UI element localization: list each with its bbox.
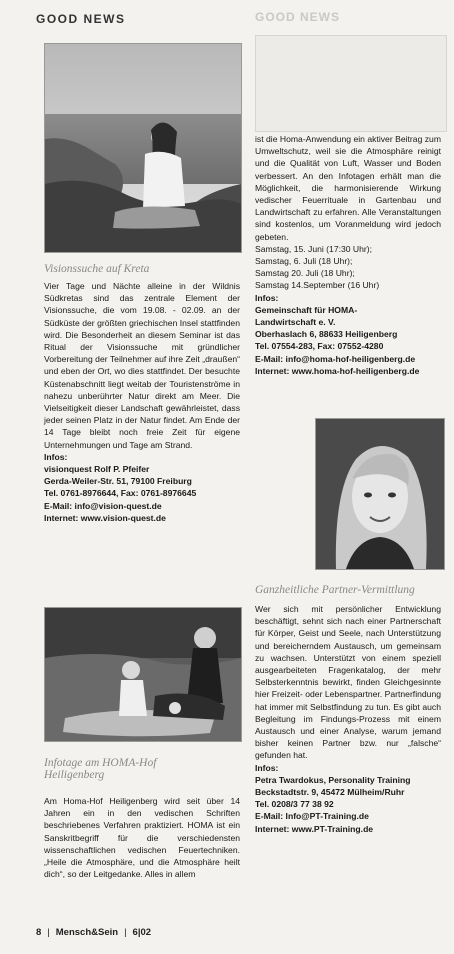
website-link[interactable]: Internet: www.PT-Training.de bbox=[255, 823, 374, 834]
email-link[interactable]: E-Mail: Info@PT-Training.de bbox=[255, 811, 369, 822]
photo-picnic bbox=[44, 607, 242, 742]
caption-partner: Ganzheitliche Partner-Vermittlung bbox=[255, 584, 415, 596]
contact-line: Landwirtschaft e. V. bbox=[255, 317, 336, 328]
infos-label: Infos: bbox=[44, 451, 68, 462]
caption-line: Infotage am HOMA-Hof bbox=[44, 757, 157, 769]
photo-seaside-woman bbox=[44, 43, 242, 253]
contact-line: Oberhaslach 6, 88633 Heiligenberg bbox=[255, 329, 398, 340]
article-homa-intro bbox=[44, 795, 240, 880]
contact-block bbox=[44, 451, 240, 524]
contact-line: Gemeinschaft für HOMA- bbox=[255, 304, 358, 315]
page-footer bbox=[36, 927, 151, 938]
contact-line: visionquest Rolf P. Pfeifer bbox=[44, 464, 150, 475]
magazine-name: Mensch&Sein bbox=[55, 927, 119, 938]
article-visionssuche bbox=[44, 280, 240, 524]
date-item: Samstag, 15. Juni (17:30 Uhr); bbox=[255, 243, 373, 254]
contact-line: Tel. 0761-8976644, Fax: 0761-8976645 bbox=[44, 488, 197, 499]
contact-line: Petra Twardokus, Personality Training bbox=[255, 774, 411, 785]
article-body: ist die Homa-Anwendung ein aktiver Beitrag zum Umweltschutz, weil sie die Atmosphäre reinigt und die Qualität von Luft, Wasser und Boden verbessert. An den Infotagen erhält man die Möglichkeit, die harmonisierende Wirkung vedischer Feuerrituale in Gartenbau und Landwirtschaft zu erfahren. Alle Veranstaltungen sind kostenlos, um Voranmeldung wird jedoch gebeten. bbox=[255, 134, 441, 242]
contact-line: Tel. 0208/3 77 38 92 bbox=[255, 799, 334, 810]
email-link[interactable]: E-Mail: info@vision-quest.de bbox=[44, 500, 162, 511]
issue-number: 6|02 bbox=[132, 927, 152, 938]
contact-block bbox=[255, 292, 441, 377]
article-partner bbox=[255, 603, 441, 835]
bleed-through-header: GOOD NEWS bbox=[255, 10, 341, 24]
infos-label: Infos: bbox=[255, 292, 279, 303]
contact-block bbox=[255, 762, 441, 835]
contact-line: Gerda-Weiler-Str. 51, 79100 Freiburg bbox=[44, 476, 192, 487]
contact-line: Beckstadtstr. 9, 45472 Mülheim/Ruhr bbox=[255, 787, 405, 798]
photo-portrait bbox=[315, 418, 445, 570]
date-item: Samstag, 6. Juli (18 Uhr); bbox=[255, 256, 353, 267]
article-body: Wer sich mit persönlicher Entwicklung beschäftigt, sehnt sich nach einer Partnerschaft für Körper, Geist und Seele, nach Unterstützung und bereicherndem Austausch, um gemeinsam zu wachsen. Unterstützt von einem speziell ausgearbeiteten Fragenkatalog, der mehr Selbsterkenntnis bewirkt, finden Gleichgesinnte hier Freizeit- oder Lebenspartner. Partnerfindung hat immer mit Selbstfindung zu tun. Es gibt auch Begleitung im Findungs-Prozess mit einem Austausch und einer Analyse, warum jemand bisher keinen Partner bzw. nur „falsche“ gefunden hat. bbox=[255, 604, 441, 761]
separator: | bbox=[124, 927, 127, 938]
infos-label: Infos: bbox=[255, 762, 279, 773]
article-body: Vier Tage und Nächte alleine in der Wildnis Südkretas sind das zentrale Element der Visionssuche, die vom 19.08. - 02.09. an der Südküste der größten griechischen Insel stattfinden wird. Die Besonderheit an diesem Seminar ist das Ritual der Visionssuche mit gründlicher Vorbereitung der Teilnehmer auf ihre Zeit „draußen“ und eben der Ort, wo dies stattfindet. Der besuchte Küstenabschnitt liegt weitab der Touristenströme in nahezu unberührter Natur direkt am Meer. Die Vielseitigkeit dieser Landschaft gewährleistet, dass jeder seinen Platz in der Natur findet. Am Ende der 14 Tage bleibt noch freie Zeit für eigene Unternehmungen und Tage am Strand. bbox=[44, 281, 240, 450]
bleed-through-box bbox=[255, 35, 447, 132]
date-item: Samstag 14.September (16 Uhr) bbox=[255, 280, 380, 291]
dates-list bbox=[255, 243, 441, 292]
separator: | bbox=[47, 927, 50, 938]
email-link[interactable]: E-Mail: info@homa-hof-heiligenberg.de bbox=[255, 353, 416, 364]
page-number: 8 bbox=[36, 927, 42, 938]
section-header: GOOD NEWS bbox=[36, 12, 126, 26]
contact-line: Tel. 07554-283, Fax: 07552-4280 bbox=[255, 341, 384, 352]
article-body: Am Homa-Hof Heiligenberg wird seit über 14 Jahren ein in den vedischen Schriften beschriebenes Verfahren praktiziert. HOMA ist ein Sanskritbegriff für die verschiedensten wissenschaftlichen vedischen Feuertechniken. „Heile die Atmosphäre, und die Atmosphäre heilt dich“, so der Leitgedanke. Alles in allem bbox=[44, 796, 240, 880]
article-homa-continued bbox=[255, 133, 441, 377]
caption-homa-hof bbox=[44, 757, 156, 781]
caption-visionssuche: Visionssuche auf Kreta bbox=[44, 263, 150, 275]
website-link[interactable]: Internet: www.vision-quest.de bbox=[44, 512, 166, 523]
caption-line: Heiligenberg bbox=[44, 769, 105, 781]
date-item: Samstag 20. Juli (18 Uhr); bbox=[255, 268, 355, 279]
website-link[interactable]: Internet: www.homa-hof-heiligenberg.de bbox=[255, 365, 420, 376]
